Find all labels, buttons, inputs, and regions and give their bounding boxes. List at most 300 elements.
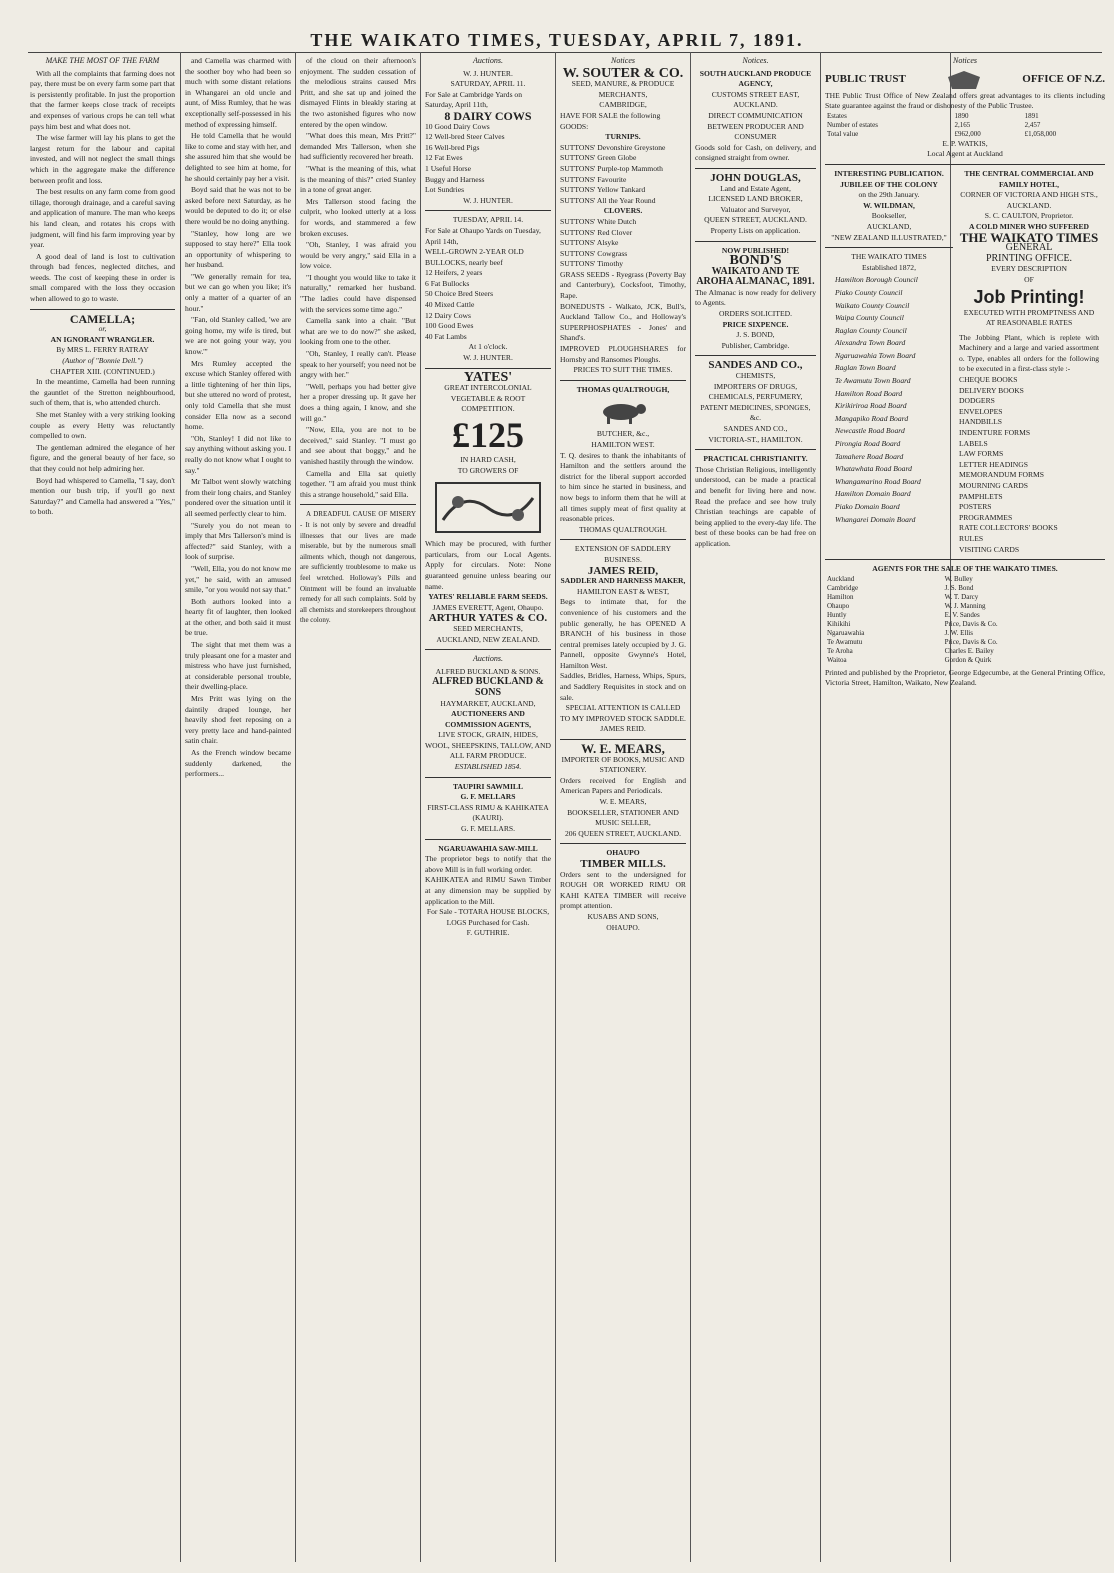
auction-item: 12 Well-bred Steer Calves	[425, 132, 505, 142]
paragraph: "Stanley, how long are we supposed to stay here?" Ella took an opportunity of whispering to her husband.	[185, 228, 291, 270]
product-item: MOURNING CARDS	[959, 481, 1028, 490]
table-cell: Ngaruawahia	[827, 628, 865, 637]
mears-body: Orders received for English and American Papers and Periodicals.	[560, 775, 686, 796]
timber-place: OHAUPO.	[606, 922, 640, 932]
sap-body: Goods sold for Cash, on delivery, and consigned straight from owner.	[695, 142, 816, 163]
yates-agent: JAMES EVERETT, Agent, Ohaupo.	[432, 602, 544, 612]
plant-note: The Jobbing Plant, which is replete with Machinery and a large and varied assortment o. Type, enables all orders for the following to be executed in a first-class style :-	[959, 332, 1099, 374]
wildman-title: W. WILDMAN,	[863, 200, 915, 210]
table-cell: Huntly	[827, 610, 847, 619]
auction-date: TUESDAY, APRIL 14.	[452, 215, 524, 225]
saddlery-heading: EXTENSION OF SADDLERY BUSINESS.	[574, 544, 672, 564]
ornamental-banner-icon	[433, 480, 543, 535]
list-item: SUTTONS' Red Clover	[560, 227, 633, 237]
ngaruawahia-signature: F. GUTHRIE.	[466, 928, 510, 938]
christianity-title: PRACTICAL CHRISTIANITY.	[703, 454, 808, 464]
masthead: THE WAIKATO TIMES, TUESDAY, APRIL 7, 1891.	[310, 30, 804, 50]
notices-header: Notices.	[742, 56, 769, 65]
paragraph: She met Stanley with a very striking looking couple as every Hetty was reluctantly compelled to own.	[30, 410, 175, 441]
table-row	[825, 602, 1105, 611]
auction-item: 16 Well-bred Pigs	[425, 142, 480, 152]
list-item: SUTTONS' Alsyke	[560, 238, 619, 248]
auctions-header: Auctions.	[473, 654, 503, 664]
turnip-list	[560, 143, 686, 207]
yates-subtitle: GREAT INTERCOLONIAL	[444, 383, 532, 393]
paragraph: With all the complaints that farming does not pay, there must be on every farm some part that is persistently profitable. In just the proportion that the farmer keeps close track of receipts and expenses of various crops he can tell what pays him best and what does not.	[30, 68, 175, 131]
yates-firm-sub: SEED MERCHANTS,	[453, 623, 523, 633]
board-item: Piako Domain Board	[835, 502, 900, 511]
product-item: DELIVERY BOOKS	[959, 385, 1024, 395]
article-heading: MAKE THE MOST OF THE FARM	[45, 56, 160, 65]
story-body	[30, 377, 175, 518]
story-author: By MRS L. FERRY RATRAY	[56, 345, 149, 355]
reid-subtitle: SADDLER AND HARNESS MAKER,	[560, 576, 686, 586]
story-subtitle: AN IGNORANT WRANGLER.	[50, 334, 155, 344]
table-row	[825, 121, 1105, 130]
list-item: SUTTONS' All the Year Round	[560, 195, 656, 205]
board-item: Whangarei Domain Board	[835, 514, 916, 524]
trust-signature-role: Local Agent at Auckland	[927, 149, 1003, 159]
job-printing-heading: Job Printing!	[973, 286, 1085, 307]
table-cell: £1,058,000	[1024, 129, 1057, 138]
bond-signature-role: Publisher, Cambridge.	[721, 340, 790, 350]
paragraph: In the meantime, Camella had been running the gauntlet of the Stretton neighbourhood, such of them, that is, who attended church.	[30, 377, 175, 408]
reid-place: HAMILTON EAST & WEST,	[577, 586, 669, 596]
board-item: Hamilton Borough Council	[835, 275, 918, 285]
turnips-heading: TURNIPS.	[605, 132, 641, 142]
paragraph: "I thought you would like to take it naturally," remarked her husband. "The ladies could have dispensed with the services some time ago."	[300, 272, 416, 314]
paragraph: Mrs Rumley accepted the excuse which Stanley offered with a little tightening of her thin lips, but she uttered no word of protest, only told Camella that she must consider Ella now as a second home.	[185, 358, 291, 432]
table-row	[825, 638, 1105, 647]
column-3	[300, 56, 416, 1561]
ohaupo-title: OHAUPO	[606, 848, 640, 858]
board-item: Waikato County Council	[835, 300, 910, 310]
product-item: VISITING CARDS	[959, 544, 1020, 554]
product-item: CHEQUE BOOKS	[959, 375, 1018, 385]
list-item: SUTTONS' Green Globe	[560, 153, 637, 163]
auction-firm: ALFRED BUCKLAND & SONS.	[435, 666, 541, 676]
mears-signature-role: BOOKSELLER, STATIONER AND MUSIC SELLER,	[567, 807, 679, 828]
printing-established: Established 1872,	[862, 262, 916, 272]
paragraph: The wise farmer will lay his plans to get the largest return for the labour and capital invested, and will not neglect the small things which in the aggregate make the difference between profit and loss.	[30, 133, 175, 185]
auction-item: 100 Good Ewes	[425, 321, 474, 331]
trust-signature: E. P. WATKIS,	[942, 138, 988, 148]
table-cell: Total value	[827, 129, 859, 138]
auction-firm-title: ALFRED BUCKLAND & SONS	[432, 676, 544, 698]
paragraph: "Now, Ella, you are not to be deceived," said Stanley. "I must go and see about that boggy," and he vanished hastily through the window.	[300, 425, 416, 466]
bonds-title: BOND'S	[729, 253, 782, 269]
column-6	[695, 56, 816, 1561]
sandes-subtitle: CHEMISTS,	[735, 371, 776, 381]
interesting-publication: INTERESTING PUBLICATION.	[834, 168, 944, 178]
table-cell: Number of estates	[827, 120, 878, 129]
wildman-subtitle: Bookseller,	[871, 211, 907, 221]
orders-solicited: ORDERS SOLICITED.	[719, 309, 792, 319]
table-cell: Te Awamutu	[827, 637, 863, 646]
paragraph: "Oh, Stanley! I did not like to say anything without asking you. I really do not know what I ought to say."	[185, 433, 291, 475]
reid-goods: Saddles, Bridles, Harness, Whips, Spurs, and Saddlery Requisites in stock and on sale.	[560, 671, 686, 702]
board-item: Alexandra Town Board	[835, 338, 906, 348]
table-cell: Ohaupo	[827, 601, 850, 610]
sap-address: CUSTOMS STREET EAST, AUCKLAND.	[711, 89, 800, 110]
printing-of: OF	[1024, 274, 1034, 284]
auction-note: At 1 o'clock.	[468, 342, 508, 352]
story-continued	[300, 56, 416, 500]
qualtrough-signature: THOMAS QUALTROUGH.	[579, 524, 667, 534]
ngaruawahia-body: The proprietor begs to notify that the above Mill is in full working order.	[425, 854, 551, 874]
manures: BONEDUSTS - Walkato, JCK, Bull's, Auckland Tallow Co., and Holloway's SUPERPHOSPHATES - Jones' and Shand's.	[560, 301, 686, 343]
table-row	[825, 629, 1105, 638]
mears-title: W. E. MEARS,	[581, 741, 665, 757]
paragraph: "Surely you do not mean to imply that Mrs Tallerson's mind is affected?" said Stanley, with a look of surprise.	[185, 520, 291, 562]
product-item: PAMPHLETS	[959, 491, 1003, 501]
prices: PRICES TO SUIT THE TIMES.	[573, 365, 673, 375]
ngaruawahia-logs: LOGS Purchased for Cash.	[446, 917, 530, 927]
clover-list	[560, 217, 686, 270]
board-item: Hamilton Road Board	[835, 388, 903, 398]
table-cell: E. V. Sandes	[944, 610, 980, 619]
table-cell: W. T. Darcy	[944, 592, 979, 601]
sandes-signature: SANDES AND CO.,	[723, 424, 788, 433]
board-item: Tamahere Road Board	[835, 451, 904, 461]
mears-signature: W. E. MEARS,	[599, 797, 647, 806]
product-list	[959, 375, 1099, 555]
table-row	[825, 112, 1105, 121]
clovers-heading: CLOVERS.	[603, 206, 643, 216]
yates-firm: ARTHUR YATES & CO.	[428, 612, 548, 625]
sap-subtitle: DIRECT COMMUNICATION BETWEEN PRODUCER AND CONSUMER	[707, 110, 804, 142]
general-heading: GENERAL	[1005, 242, 1053, 254]
nz-illustrated: "NEW ZEALAND ILLUSTRATED,"	[831, 232, 947, 242]
qualtrough-title: THOMAS QUALTROUGH,	[576, 384, 670, 394]
paragraph: and Camella was charmed with the soother boy who had been so much with some distant relations in Whangarei an old uncle and aunt, of Miss Rumley, that he was exceptionally self-possessed in his method of expressing himself.	[185, 56, 291, 129]
auction-line: LIVE STOCK, GRAIN, HIDES, WOOL, SHEEPSKINS, TALLOW, AND ALL FARM PRODUCE.	[425, 730, 551, 761]
yates-title: YATES'	[463, 369, 513, 385]
auction-role: AUCTIONEERS AND COMMISSION AGENTS,	[444, 709, 532, 729]
auction-headline: 8 DAIRY COWS	[444, 108, 532, 123]
sawmill-signature: G. F. MELLARS.	[460, 824, 516, 834]
jubilee-date: on the 29th January.	[858, 190, 920, 200]
cow-icon	[593, 399, 653, 425]
product-item: RATE COLLECTORS' BOOKS	[959, 523, 1058, 533]
paragraph: Both authors looked into a hearty fit of laughter, then looked at the other, and both said it must be true.	[185, 596, 291, 638]
central-hotel-address: CORNER OF VICTORIA AND HIGH STS., AUCKLAND.	[960, 190, 1098, 210]
product-item: RULES	[959, 533, 984, 543]
agents-title: AGENTS FOR THE SALE OF THE WAIKATO TIMES.	[872, 564, 1058, 574]
paragraph: "Oh, Stanley, I really can't. Please speak to her yourself; you need not be angry with her."	[300, 349, 416, 380]
paragraph: "We generally remain for tea, but we can go when you like; it's only a matter of a quarter of an hour."	[185, 271, 291, 313]
auction-signature: W. J. HUNTER.	[463, 195, 513, 205]
reid-special: SPECIAL ATTENTION IS CALLED TO MY IMPROVED STOCK SADDLE.	[560, 703, 686, 723]
mears-subtitle: IMPORTER OF BOOKS, MUSIC AND STATIONERY.	[561, 754, 685, 775]
trust-body: THE Public Trust Office of New Zealand offers great advantages to its clients including State guarantee against the fraud or dishonesty of the Public Trustee.	[825, 90, 1105, 111]
jubilee-title: JUBILEE OF THE COLONY	[840, 179, 938, 189]
implements: IMPROVED PLOUGHSHARES for Hornsby and Ransomes Ploughs.	[560, 344, 686, 364]
sub-column-b	[959, 169, 1099, 555]
board-item: Raglan County Council	[835, 325, 907, 335]
yates-prize-amount: £125	[452, 415, 524, 455]
auction-place: HAYMARKET, AUCKLAND,	[440, 698, 536, 708]
grass-seeds: GRASS SEEDS - Ryegrass (Poverty Bay and Canterbury), Cocksfoot, Timothy, Rape.	[560, 269, 686, 301]
timber-mills-title: TIMBER MILLS.	[580, 857, 666, 870]
column-5	[560, 56, 686, 1561]
sawmill-line: FIRST-CLASS RIMU & KAHIKATEA (KAURI).	[427, 802, 549, 823]
auction-item: 10 Good Dairy Cows	[425, 121, 490, 131]
paragraph: Camella and Ella sat quietly together. "I am afraid you must think this a strange household," said Ella.	[300, 468, 416, 499]
board-item: Mangapiko Road Board	[835, 413, 909, 423]
paragraph: As the French window became suddenly darkened, the performers...	[185, 748, 291, 779]
trust-table	[825, 112, 1105, 139]
douglas-subtitle: Valuator and Surveyor,	[720, 204, 791, 214]
table-row	[825, 575, 1105, 584]
auction-item: 12 Fat Ewes	[425, 153, 463, 163]
wildman-place: AUCKLAND,	[866, 221, 912, 231]
auction-items	[425, 122, 551, 196]
table-cell: Kihikihi	[827, 619, 851, 628]
table-cell: 1890	[954, 111, 969, 120]
printing-the-wt: THE WAIKATO TIMES	[851, 252, 927, 262]
product-item: HANDBILLS	[959, 417, 1003, 427]
auction-items	[425, 247, 551, 342]
now-published: NOW PUBLISHED!	[721, 245, 790, 255]
paragraph: "What is the meaning of this, what is the meaning of this?" cried Stanley in a tone of great anger.	[300, 163, 416, 195]
almanac-title: WAIKATO AND TE AROHA ALMANAC, 1891.	[696, 265, 815, 288]
yates-firm-address: AUCKLAND, NEW ZEALAND.	[436, 634, 540, 644]
auction-item: 40 Fat Lambs	[425, 331, 467, 341]
sandes-body: IMPORTERS OF DRUGS, CHEMICALS, PERFUMERY, PATENT MEDICINES, SPONGES, &c.	[700, 381, 811, 423]
story-author-note: (Author of "Bonnie Dell.")	[62, 356, 143, 366]
board-item: Piako County Council	[835, 287, 903, 297]
trust-title-left: PUBLIC TRUST	[825, 73, 906, 86]
paragraph: Boyd had whispered to Camella, "I say, don't mention our bush trip, if you'll go next Saturday?" and Camella had answered a "Yes," to both.	[30, 475, 175, 517]
product-item: LETTER HEADINGS	[959, 459, 1028, 469]
paragraph: of the cloud on their afternoon's enjoyment. The sudden cessation of the melodious strains caused Mrs Pritt, and she sat up and joined the dismayed Flints in bleakly staring at the two astonished figures who now entered by the open window.	[300, 56, 416, 129]
yates-subtitle: VEGETABLE & ROOT	[450, 393, 526, 403]
table-cell: 2,165	[954, 120, 971, 129]
paragraph: The sight that met them was a truly pleasant one for a master and mistress who have just furnished, at considerable personal trouble, their dwelling-place.	[185, 640, 291, 692]
paragraph: "What does this mean, Mrs Pritt?" demanded Mrs Tallerson, when she had sufficiently recovered her breath.	[300, 131, 416, 162]
paragraph: "Oh, Stanley, I was afraid you would be very angry," said Ella in a low voice.	[300, 240, 416, 271]
table-cell: Price, Davis & Co.	[944, 637, 998, 646]
yates-subtitle: COMPETITION.	[461, 404, 515, 414]
sandes-address: VICTORIA-ST., HAMILTON.	[708, 434, 803, 444]
souter-place: CAMBRIDGE,	[599, 100, 647, 110]
table-cell: J. S. Bond	[944, 583, 974, 592]
story-title: CAMELLA;	[69, 311, 136, 326]
product-item: POSTERS	[959, 502, 992, 512]
sawmill-title: TAUPIRI SAWMILL	[452, 781, 524, 791]
table-cell: W. J. Manning	[944, 601, 986, 610]
product-item: MEMORANDUM FORMS	[959, 470, 1045, 480]
ngaruawahia-line: KAHIKATEA and RIMU Sawn Timber at any dimension may be supplied by application to the Mill.	[425, 875, 551, 906]
bond-signature: J. S. BOND,	[736, 330, 775, 340]
paragraph: "Well, perhaps you had better give her a proper dressing up. It gave her does a thing again, I know, and she will go."	[300, 381, 416, 423]
notices-header: Notices	[953, 56, 977, 65]
board-item: Raglan Town Board	[835, 363, 896, 373]
auction-item: 6 Fat Bullocks	[425, 278, 470, 288]
auction-item: 50 Choice Bred Steers	[425, 289, 494, 299]
yates-seeds: YATES' RELIABLE FARM SEEDS.	[428, 592, 548, 602]
auction-established: ESTABLISHED 1854.	[454, 762, 522, 772]
table-row	[825, 647, 1105, 656]
board-item: Newcastle Road Board	[835, 426, 905, 436]
table-cell: Price, Davis & Co.	[944, 619, 998, 628]
yates-to: TO GROWERS OF	[457, 465, 519, 475]
auction-item: 12 Dairy Cows	[425, 310, 471, 320]
reid-title: JAMES REID,	[587, 564, 659, 577]
column-7	[825, 56, 1105, 1561]
table-cell: Hamilton	[827, 592, 854, 601]
paragraph: He told Camella that he would like to come and stay with her, and she assured him that she would be delighted to see him at home, for he should certainly pay her a visit.	[185, 131, 291, 183]
auction-intro: For Sale at Cambridge Yards on Saturday, April 11th,	[425, 89, 523, 110]
every-description: EVERY DESCRIPTION	[991, 264, 1067, 274]
ngaruawahia-title: NGARUAWAHIA SAW-MILL	[438, 843, 538, 853]
yates-body: Which may be procured, with further particulars, from our Local Agents. Apply for circulars. Note: None guaranteed genuine unless bearing our name.	[425, 539, 551, 591]
auction-item: 40 Mixed Cattle	[425, 300, 475, 310]
story-or: or,	[98, 324, 107, 334]
list-item: SUTTONS' Purple-top Mammoth	[560, 163, 663, 173]
auction-item: Buggy and Harness	[425, 174, 485, 184]
douglas-title: JOHN DOUGLAS,	[710, 171, 801, 184]
caulton: S. C. CAULTON, Proprietor.	[984, 211, 1074, 221]
souter-title: W. SOUTER & CO.	[562, 65, 684, 81]
table-row	[825, 611, 1105, 620]
product-item: INDENTURE FORMS	[959, 428, 1031, 438]
board-item: Te Awamutu Town Board	[835, 376, 911, 386]
sap-title: SOUTH AUCKLAND PRODUCE AGENCY,	[699, 68, 812, 89]
masthead-rule	[28, 52, 1102, 53]
douglas-address: QUEEN STREET, AUCKLAND.	[704, 215, 807, 225]
column-separator	[690, 52, 691, 1562]
ngaruawahia-sale: For Sale - TOTARA HOUSE BLOCKS,	[426, 907, 550, 917]
douglas-subtitle: Land and Estate Agent,	[720, 183, 791, 193]
auction-intro: For Sale at Ohaupo Yards on Tuesday, April 14th,	[425, 225, 541, 246]
waikato-times-title: THE WAIKATO TIMES	[959, 229, 1099, 245]
yates-cash: IN HARD CASH,	[460, 455, 516, 464]
agents-table	[825, 575, 1105, 665]
column-1	[30, 56, 175, 1561]
imprint: Printed and published by the Proprietor, George Edgecumbe, at the General Printing Office, Victoria Street, Hamilton, Waikato, New Zealand.	[825, 667, 1105, 688]
sub-column-a	[825, 169, 953, 555]
auctions-header: Auctions.	[473, 56, 503, 65]
story-chapter: CHAPTER XIII. (CONTINUED.)	[50, 366, 155, 376]
table-cell: Charles E. Bailey	[944, 646, 994, 655]
timber-signature: KUSABS AND SONS,	[587, 911, 659, 921]
paragraph: Boyd said that he was not to be asked before next Saturday, as he would be deputed to do it; or else there would be no doing anything.	[185, 185, 291, 226]
qualtrough-body: T. Q. desires to thank the inhabitants of Hamilton and the settlers around the district for the liberal support accorded to him since he started in business, and now begs to inform them that he will at all times supply meat of first quality at reasonable prices.	[560, 450, 686, 524]
timber-body: Orders sent to the undersigned for ROUGH OR WORKED RIMU OR KAHI KATEA TIMBER will receive prompt attention.	[560, 869, 686, 911]
list-item: SUTTONS' Timothy	[560, 259, 624, 269]
column-separator	[555, 52, 556, 1562]
product-item: DODGERS	[959, 396, 995, 406]
table-row	[825, 593, 1105, 602]
table-cell: 1891	[1024, 111, 1039, 120]
table-cell: Cambridge	[827, 583, 859, 592]
mears-address: 206 QUEEN STREET, AUCKLAND.	[564, 828, 682, 838]
auction-item: 1 Useful Horse	[425, 163, 471, 173]
paragraph: Mr Talbot went slowly watching from their long chairs, and Stanley pondered over the situation until it all seemed perfectly clear to him.	[185, 477, 291, 518]
table-cell: 2,457	[1024, 120, 1041, 129]
paragraph: Mrs Pritt was lying on the daintily draped lounge, her heavily shod feet reposing on a very pretty lace and hand-painted satin chair.	[185, 694, 291, 746]
trust-title-right: OFFICE OF N.Z.	[1022, 73, 1105, 86]
column-separator	[820, 52, 821, 1562]
table-cell: J. W. Ellis	[944, 628, 973, 637]
table-row	[825, 130, 1105, 139]
table-row	[825, 584, 1105, 593]
table-cell: W. Bulley	[944, 574, 973, 583]
auction-item: 12 Heifers, 2 years	[425, 268, 483, 278]
board-list	[825, 275, 953, 525]
table-cell: Gordon & Quirk	[944, 655, 992, 664]
table-row	[825, 620, 1105, 629]
column-4	[425, 56, 551, 1561]
story-continued	[185, 56, 291, 780]
auction-signature: W. J. HUNTER.	[463, 353, 513, 363]
almanac-price: PRICE SIXPENCE.	[722, 319, 789, 329]
board-item: Kirikiriroa Road Board	[835, 401, 907, 411]
article-body	[30, 69, 175, 305]
column-separator	[295, 52, 296, 1562]
douglas-note: Property Lists on application.	[710, 225, 801, 235]
souter-body: HAVE FOR SALE the following GOODS:	[560, 110, 661, 131]
paragraph: "Fan, old Stanley called, 'we are going home, my wife is tired, but we are not going your way, you know.'"	[185, 315, 291, 357]
qualtrough-place: HAMILTON WEST.	[591, 440, 655, 449]
board-item: Ngaruawahia Town Board	[835, 350, 916, 360]
auction-item: Lot Sundries	[425, 185, 465, 195]
product-item: PROGRAMMES	[959, 512, 1013, 522]
almanac-body: The Almanac is now ready for delivery to Agents.	[695, 287, 816, 308]
qualtrough-trade: BUTCHER, &c.,	[596, 429, 650, 439]
paragraph: A good deal of land is lost to cultivation through bad fences, neglected ditches, and weeds. The cost of keeping these in order is small compared with the loss they occasion when allowed to go to waste.	[30, 251, 175, 304]
board-item: Whangamarino Road Board	[835, 476, 921, 486]
paragraph: The best results on any farm come from good tillage, thorough drainage, and a careful saving and application of manure. The man who keeps his land clean, and rotates his crops with judgment, will find his farm improving year by year.	[30, 187, 175, 250]
coat-of-arms-icon	[944, 69, 984, 91]
executed-line: EXECUTED WITH PROMPTNESS AND AT REASONABLE RATES	[963, 307, 1095, 328]
souter-subtitle: SEED, MANURE, & PRODUCE MERCHANTS,	[571, 79, 675, 99]
auctioneer: W. J. HUNTER.	[463, 68, 513, 78]
christianity-body: Those Christian Religious, intelligently understood, can be made a practical and benefit for living here and now. Read the preface and see how truly Christian teachings are capable of being applied to the every-day life. The best of these books can be had free on application.	[695, 464, 816, 548]
sawmill-owner: G. F. MELLARS	[460, 792, 516, 802]
list-item: SUTTONS' White Dutch	[560, 216, 637, 226]
list-item: SUTTONS' Yellow Tankard	[560, 185, 646, 195]
printing-office-heading: PRINTING OFFICE.	[985, 252, 1073, 264]
column-separator	[420, 52, 421, 1562]
auction-item: WELL-GROWN 2-YEAR OLD BULLOCKS, nearly beef	[425, 247, 524, 267]
product-item: LABELS	[959, 438, 988, 448]
table-cell: Waitoa	[827, 655, 847, 664]
column-2	[185, 56, 291, 1561]
advertisement-text: A DREADFUL CAUSE OF MISERY - It is not only by severe and dreadful illnesses that our lives are made miserable, but by the numerous small ailments which, though not dangerous, are sufficiently troublesome to make us feel wretched. Holloway's Pills and Ointment will be found an invaluable remedy for all such complaints. Sold by all chemists and storekeepers throughout the colony.	[300, 510, 416, 625]
table-cell: Estates	[827, 111, 847, 120]
list-item: SUTTONS' Favourite	[560, 174, 627, 184]
list-item: SUTTONS' Devonshire Greystone	[560, 142, 666, 152]
douglas-subtitle: LICENSED LAND BROKER,	[708, 194, 803, 204]
sandes-title: SANDES AND CO.,	[708, 359, 803, 372]
paragraph: Camella sank into a chair. "But what are we to do now?" she asked, looking from one to the other.	[300, 316, 416, 347]
board-item: Waipa County Council	[835, 313, 904, 323]
central-hotel-title: THE CENTRAL COMMERCIAL AND FAMILY HOTEL,	[964, 168, 1094, 189]
auction-date: SATURDAY, APRIL 11.	[450, 79, 526, 89]
table-cell: £962,000	[954, 129, 981, 138]
paragraph: "Well, Ella, you do not know me yet," he said, with an amused smile, "or you would not say that."	[185, 563, 291, 595]
board-item: Pirongia Road Board	[835, 439, 901, 449]
list-item: SUTTONS' Cowgrass	[560, 248, 628, 258]
paragraph: The gentleman admired the elegance of her figure, and the general beauty of her face, so that they could not help admiring her.	[30, 442, 175, 473]
reid-signature: JAMES REID.	[600, 724, 646, 734]
paragraph: Mrs Tallerson stood facing the culprit, who looked utterly at a loss for words, and stammered a few broken excuses.	[300, 196, 416, 238]
board-item: Whatawhata Road Board	[835, 464, 912, 474]
reid-body: Begs to intimate that, for the convenience of his customers and the public generally, he has OPENED A BRANCH of his business in those central premises lately occupied by J. G. Pannell, opposite Gwynne's Hotel, Hamilton West.	[560, 597, 686, 670]
